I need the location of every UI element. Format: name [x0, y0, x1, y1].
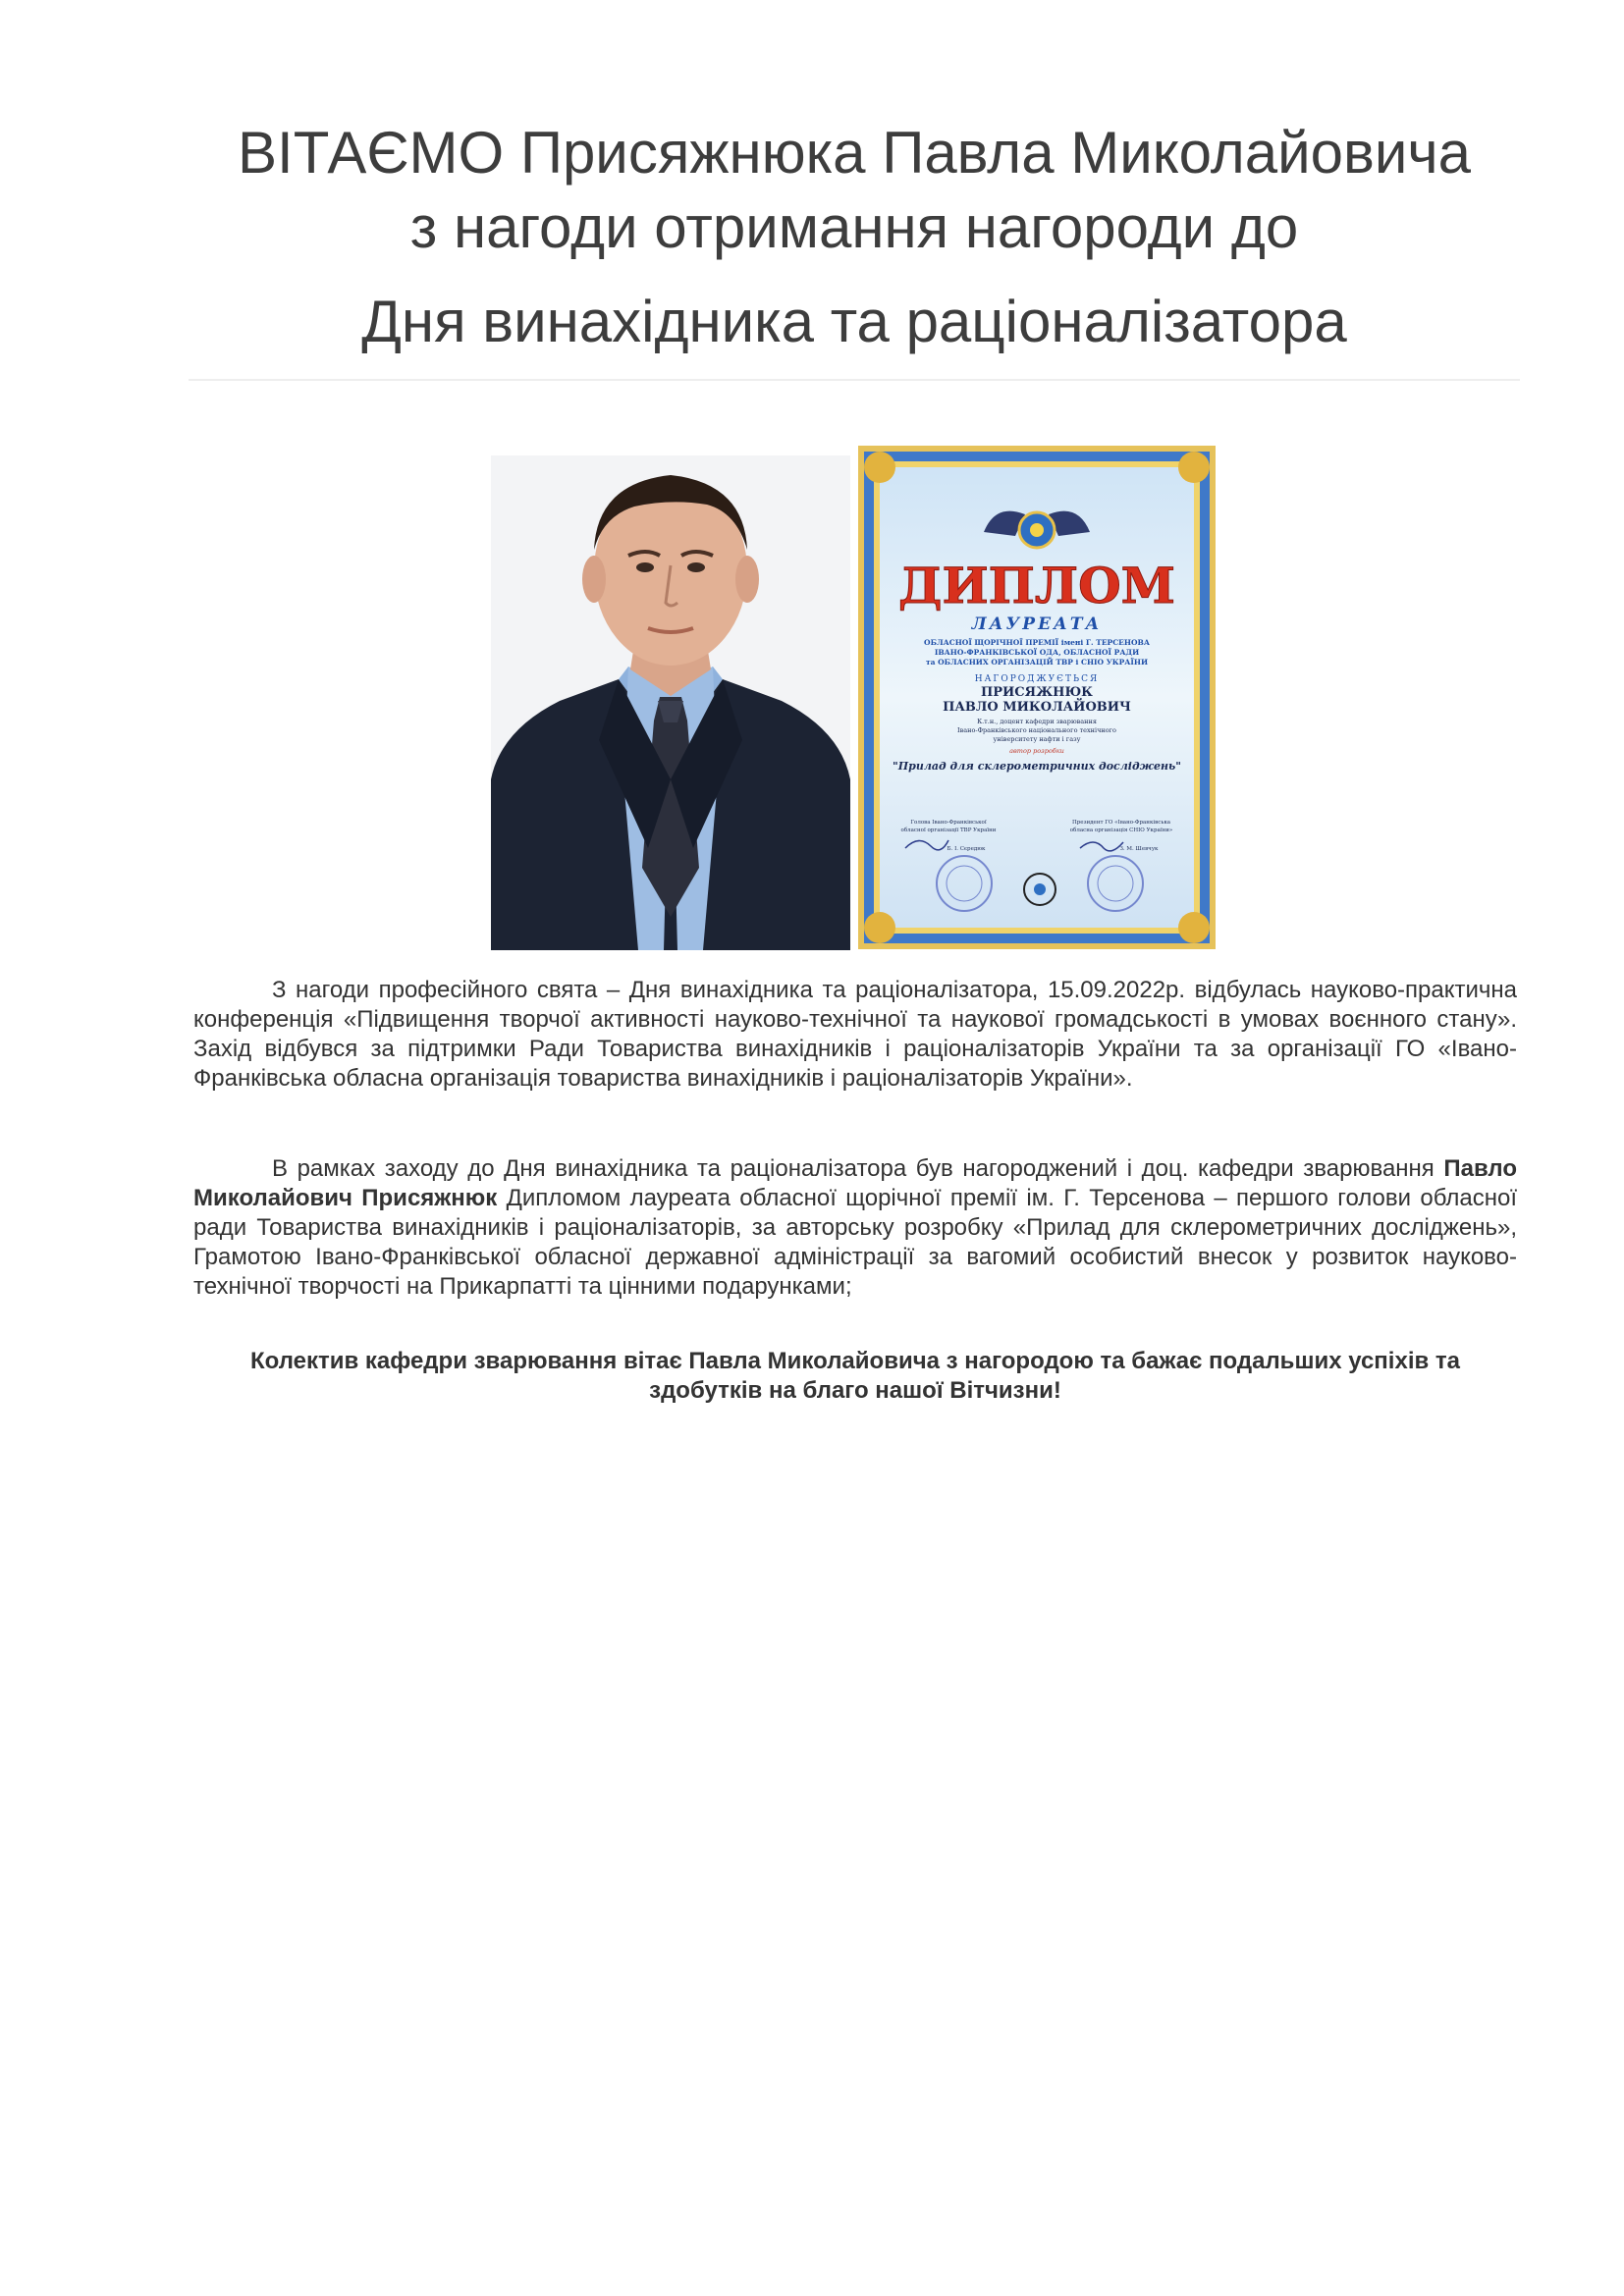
diploma-info-2: Івано-Франківського національного технічного: [957, 726, 1116, 734]
paragraph-award: [193, 1154, 1517, 1302]
diploma-awarded: НАГОРОДЖУЄТЬСЯ: [974, 674, 1100, 684]
diploma-heading: ДИПЛОМ: [897, 557, 1176, 614]
diploma-signature-right-2: обласна організація СНІО України»: [1069, 828, 1173, 833]
diploma-name: ПАВЛО МИКОЛАЙОВИЧ: [943, 700, 1131, 715]
diploma-info-3: університету нафти і газу: [993, 735, 1081, 743]
title-divider: [189, 379, 1520, 381]
diploma-signature-left-2: обласної організації ТВР України: [900, 828, 997, 833]
diploma-work-title: "Прилад для склерометричних досліджень": [893, 760, 1181, 773]
diploma-author-of: автор розробки: [1009, 747, 1064, 755]
diploma-line-3: та ОБЛАСНИХ ОРГАНІЗАЦІЙ ТВР і СНІО УКРАЇНИ: [925, 658, 1149, 667]
title-line-3: Дня винахідника та раціоналізатора: [361, 289, 1347, 354]
diploma-subheading: ЛАУРЕАТА: [971, 614, 1103, 634]
portrait-photo: [491, 455, 850, 950]
paragraph-award-start: В рамках заходу до Дня винахідника та раціоналізатора був нагороджений і доц. кафедри зварювання: [272, 1155, 1444, 1182]
diploma-signature-right-name: З. М. Шевчук: [1119, 846, 1159, 852]
closing-congratulation: Колектив кафедри зварювання вітає Павла Миколайовича з нагородою та бажає подальших успіхів та здобутків на благо нашої Вітчизни!: [249, 1348, 1461, 1404]
diploma-line-2: ІВАНО-ФРАНКІВСЬКОЇ ОДА, ОБЛАСНОЇ РАДИ: [934, 648, 1140, 657]
page-title: [189, 116, 1520, 359]
paragraph-conference: З нагоди професійного свята – Дня винахідника та раціоналізатора, 15.09.2022р. відбулась науково-практична конференція «Підвищення творчої активності науково-технічної та наукової громадськості в умовах воєнного стану». Захід відбувся за підтримки Ради Товариства винахідників і раціоналізаторів України та за організації ГО «Івано-Франківська обласна організація товариства винахідників і раціоналізаторів України».: [193, 977, 1517, 1092]
diploma-signature-right-1: Президент ГО «Івано-Франківська: [1071, 820, 1171, 826]
diploma-line-1: ОБЛАСНОЇ ЩОРІЧНОЇ ПРЕМІЇ імені Г. ТЕРСЕНОВА: [924, 638, 1150, 647]
diploma-signature-left-name: Б. І. Сєредюк: [947, 846, 986, 852]
diploma-signature-left-1: Голова Івано-Франківської: [910, 820, 987, 826]
title-line-2: з нагоди отримання нагороди до: [409, 194, 1299, 260]
diploma-image: [858, 446, 1216, 949]
diploma-surname: ПРИСЯЖНЮК: [980, 685, 1094, 700]
diploma-info-1: К.т.н., доцент кафедри зварювання: [977, 718, 1097, 725]
paragraph-award-end: Дипломом лауреата обласної щорічної премії ім. Г. Терсенова – першого голови обласної ради Товариства винахідників і раціоналізаторів, за авторську розробку «Прилад для склерометричних досліджень», Грамотою Івано-Франківської обласної державної адміністрації за вагомий особистий внесок у розвиток науково-технічної творчості на Прикарпатті та цінними подарунками;: [193, 1185, 1517, 1300]
title-line-1: ВІТАЄМО Присяжнюка Павла Миколайовича: [238, 120, 1471, 186]
awardee-name: Павло Миколайович Присяжнюк: [193, 1155, 1517, 1211]
